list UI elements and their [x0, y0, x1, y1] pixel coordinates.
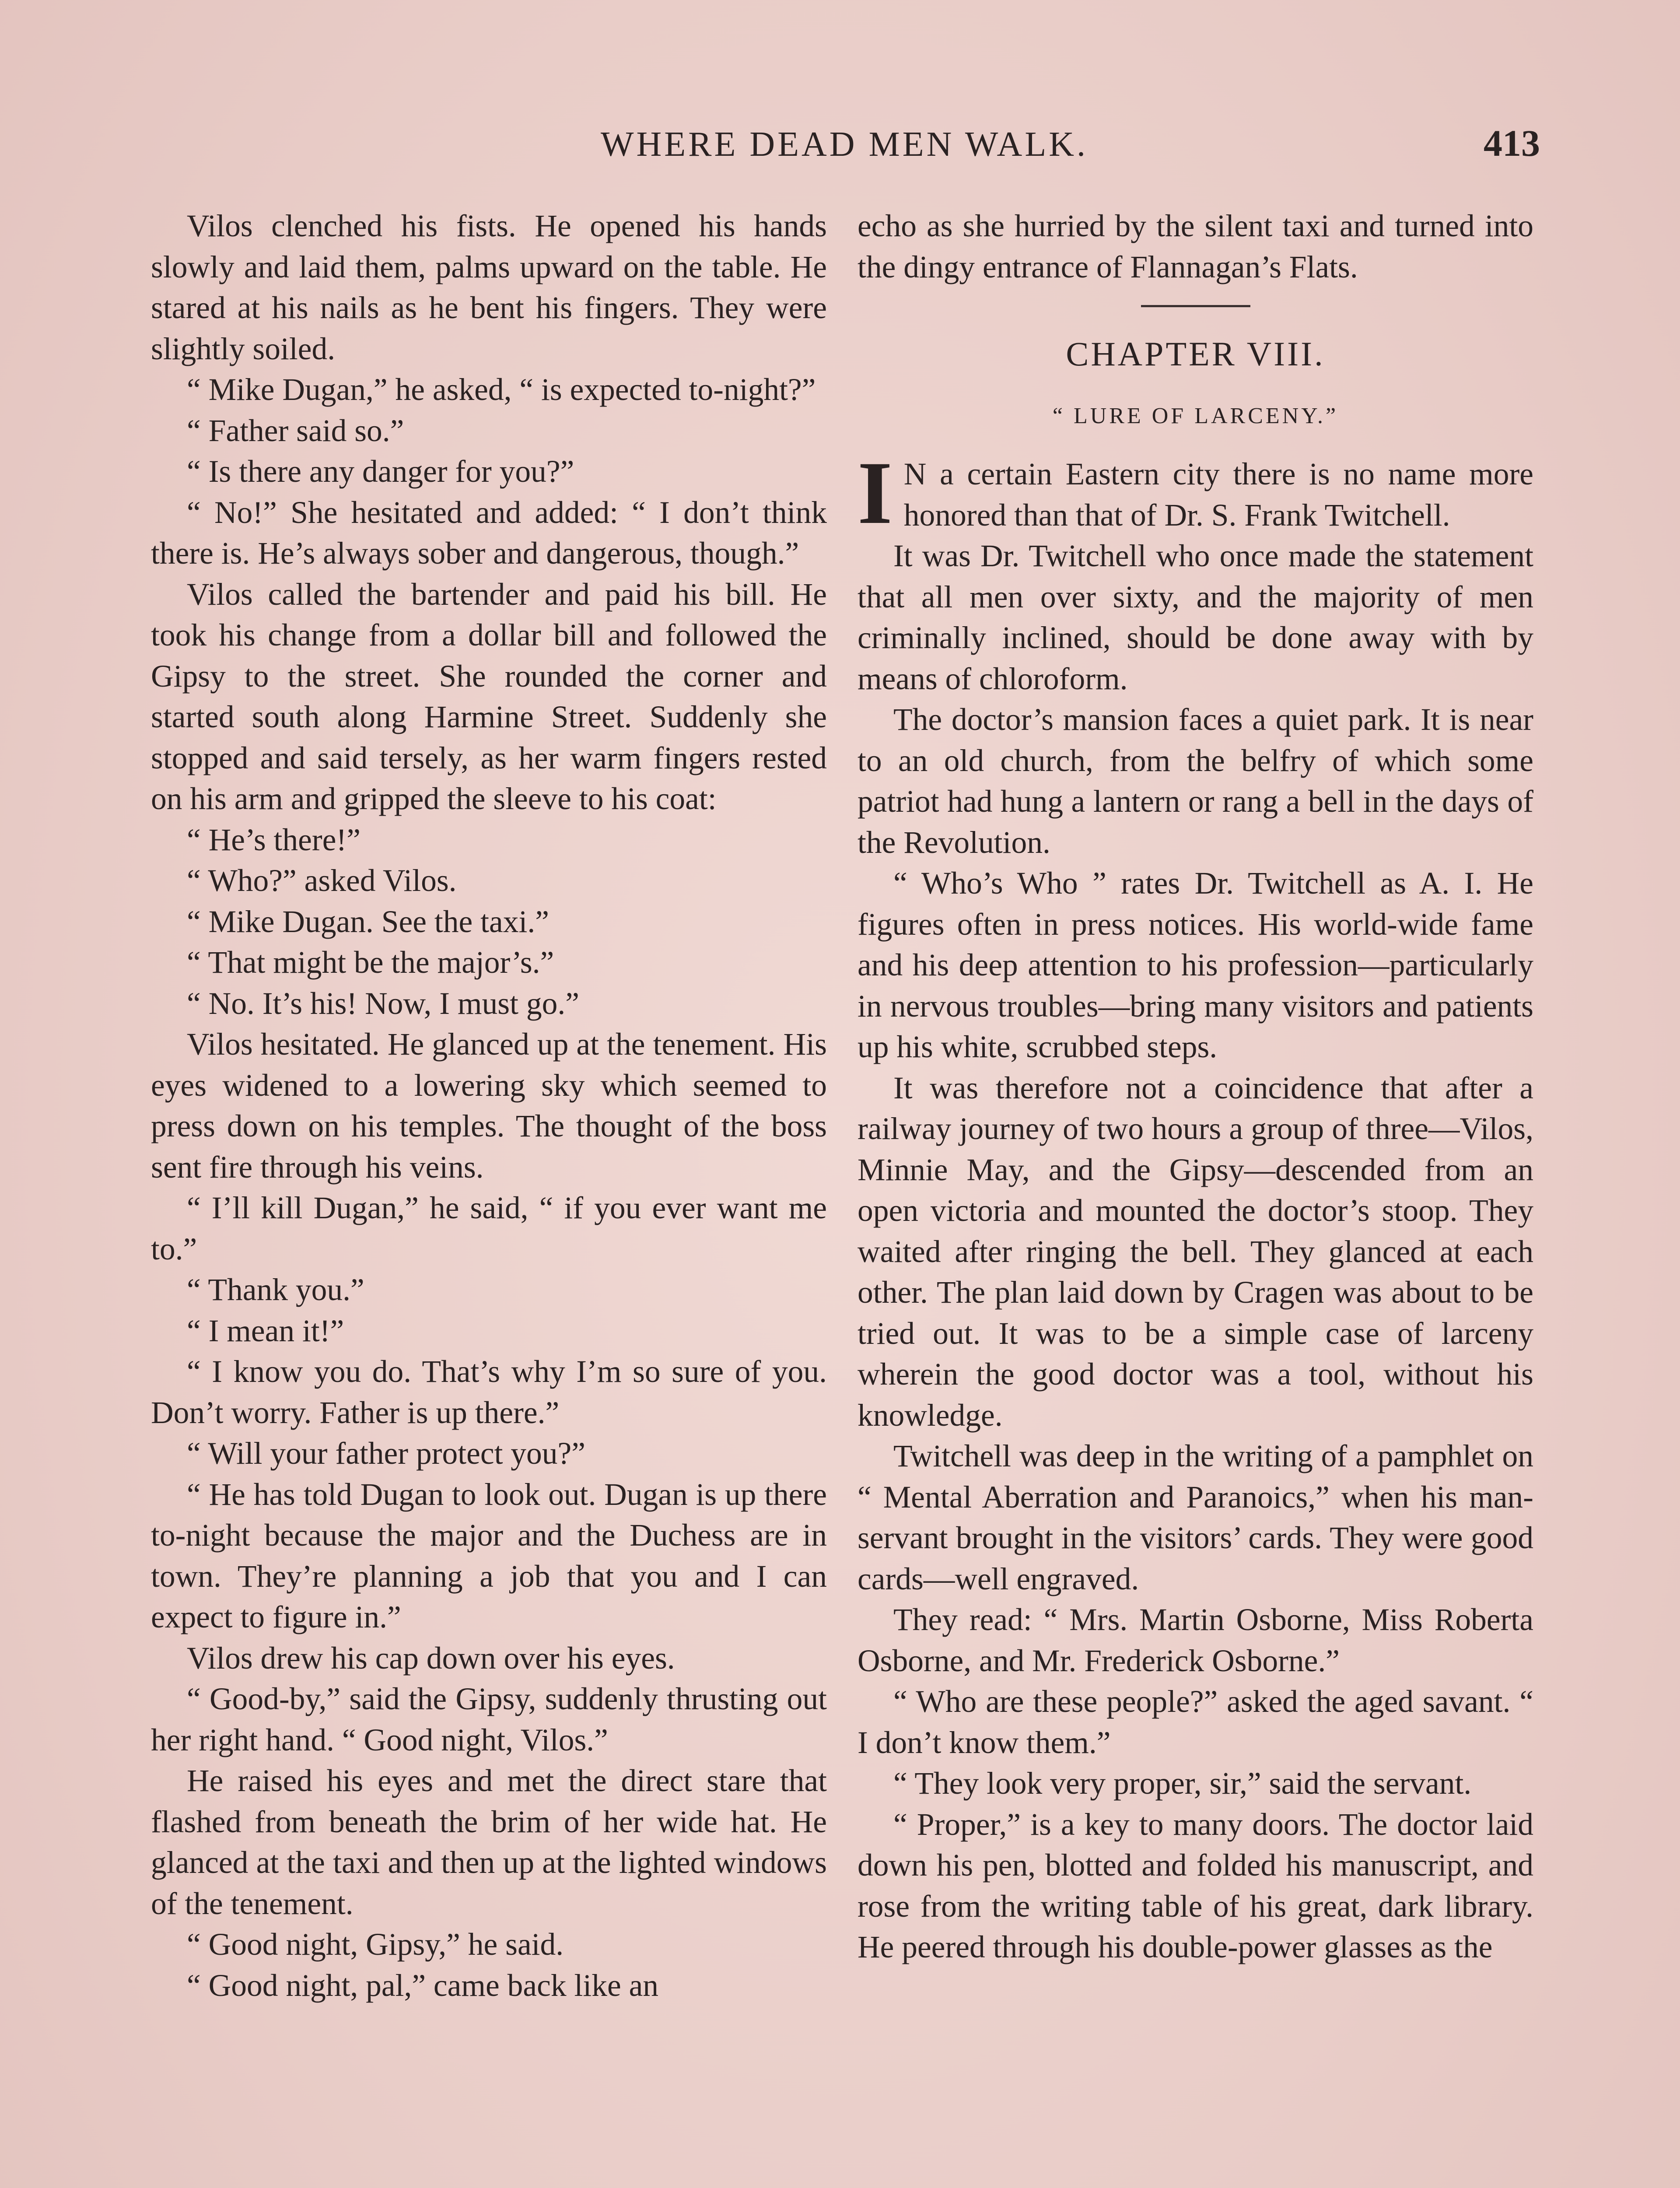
- paragraph: “ No. It’s his! Now, I must go.”: [187, 986, 579, 1021]
- paragraph: “ He has told Dugan to look out. Dugan is up there to-night because the major and the Duchess are in town. They’re planning a job that you and I can expect to figure in.”: [151, 1477, 827, 1634]
- paragraph: Vilos clenched his fists. He opened his hands slowly and laid them, palms upward on the table. He stared at his nails as he bent his fingers. They were slightly soiled.: [151, 209, 827, 366]
- paragraph: “ Good night, pal,” came back like an: [187, 1968, 659, 2003]
- section-divider: [1141, 305, 1250, 307]
- paragraph: The doctor’s mansion faces a quiet park. It is near to an old church, from the belfry of which some patriot had hung a lantern or rang a bell in the days of the Revolution.: [858, 702, 1533, 860]
- chapter-subtitle: “ LURE OF LARCENY.”: [1052, 403, 1339, 428]
- paragraph: “ Proper,” is a key to many doors. The doctor laid down his pen, blotted and folded his manuscript, and rose from the writing table of his great, dark library. He peered through his double-power glasses as the: [858, 1807, 1533, 1964]
- paragraph: “ Who?” asked Vilos.: [187, 863, 457, 898]
- paragraph: “ I mean it!”: [187, 1313, 344, 1348]
- paragraph: “ They look very proper, sir,” said the servant.: [893, 1766, 1472, 1801]
- chapter-heading: CHAPTER VIII.: [1066, 335, 1325, 373]
- paragraph: “ Is there any danger for you?”: [187, 454, 574, 489]
- paragraph: “ That might be the major’s.”: [187, 945, 554, 980]
- drop-cap: I: [858, 443, 892, 543]
- paragraph: “ Who’s Who ” rates Dr. Twitchell as A. I. He figures often in press notices. His world-wide fame and his deep attention to his profession—particularly in nervous troubles—bring many visitors and patients up his white, scrubbed steps.: [858, 866, 1533, 1064]
- paragraph: “ Who are these people?” asked the aged savant. “ I don’t know them.”: [858, 1684, 1533, 1760]
- paragraph: Vilos drew his cap down over his eyes.: [187, 1641, 675, 1676]
- chapter-opening-paragraph: [858, 443, 1533, 543]
- paragraph: Vilos hesitated. He glanced up at the tenement. His eyes widened to a lowering sky which seemed to press down on his temples. The thought of the boss sent fire through his veins.: [151, 1027, 827, 1185]
- paragraph: “ No!” She hesitated and added: “ I don’t think there is. He’s always sober and dangerous, though.”: [151, 495, 827, 571]
- paragraph: “ Good night, Gipsy,” he said.: [187, 1927, 564, 1962]
- paragraph: “ I know you do. That’s why I’m so sure of you. Don’t worry. Father is up there.”: [151, 1354, 827, 1430]
- paragraph: They read: “ Mrs. Martin Osborne, Miss Roberta Osborne, and Mr. Frederick Osborne.”: [858, 1602, 1533, 1678]
- right-paragraphs: [858, 536, 1533, 1968]
- paragraph: “ Mike Dugan. See the taxi.”: [187, 904, 549, 939]
- left-column: [151, 206, 827, 2006]
- paragraph: “ Father said so.”: [187, 413, 404, 448]
- paragraph: “ Mike Dugan,” he asked, “ is expected to-night?”: [187, 372, 816, 407]
- paragraph: He raised his eyes and met the direct stare that flashed from beneath the brim of her wide hat. He glanced at the taxi and then up at the lighted windows of the tenement.: [151, 1764, 827, 1921]
- right-column: [858, 206, 1533, 1968]
- running-title: WHERE DEAD MEN WALK.: [601, 125, 1088, 164]
- paragraph: “ Good-by,” said the Gipsy, suddenly thrusting out her right hand. “ Good night, Vilos.”: [151, 1682, 827, 1757]
- paragraph: Twitchell was deep in the writing of a pamphlet on “ Mental Aberration and Paranoics,” when his man-servant brought in the visitors’ cards. They were good cards—well engraved.: [858, 1439, 1533, 1596]
- paragraph: Vilos called the bartender and paid his bill. He took his change from a dollar bill and followed the Gipsy to the street. She rounded the corner and started south along Harmine Street. Suddenly she stopped and said tersely, as her warm fingers rested on his arm and gripped the sleeve to his coat:: [151, 577, 827, 816]
- opening-text: N a certain Eastern city there is no name more honored than that of Dr. S. Frank Twitchell.: [903, 457, 1533, 533]
- paragraph: “ I’ll kill Dugan,” he said, “ if you ever want me to.”: [151, 1191, 827, 1266]
- running-head: [149, 122, 1540, 177]
- continuation-paragraph: echo as she hurried by the silent taxi and turned into the dingy entrance of Flannagan’s Flats.: [858, 209, 1533, 284]
- page-number: 413: [1484, 122, 1540, 164]
- paragraph: “ He’s there!”: [187, 822, 360, 857]
- paragraph: It was Dr. Twitchell who once made the statement that all men over sixty, and the majority of men criminally inclined, should be done away with by means of chloroform.: [858, 539, 1533, 696]
- paragraph: “ Thank you.”: [187, 1273, 364, 1307]
- paragraph: It was therefore not a coincidence that after a railway journey of two hours a group of three—Vilos, Minnie May, and the Gipsy—descended from an open victoria and mounted the doctor’s stoop. They waited after ringing the bell. They glanced at each other. The plan laid down by Cragen was about to be tried out. It was to be a simple case of larceny wherein the good doctor was a tool, without his knowledge.: [858, 1070, 1533, 1433]
- paragraph: “ Will your father protect you?”: [187, 1436, 586, 1471]
